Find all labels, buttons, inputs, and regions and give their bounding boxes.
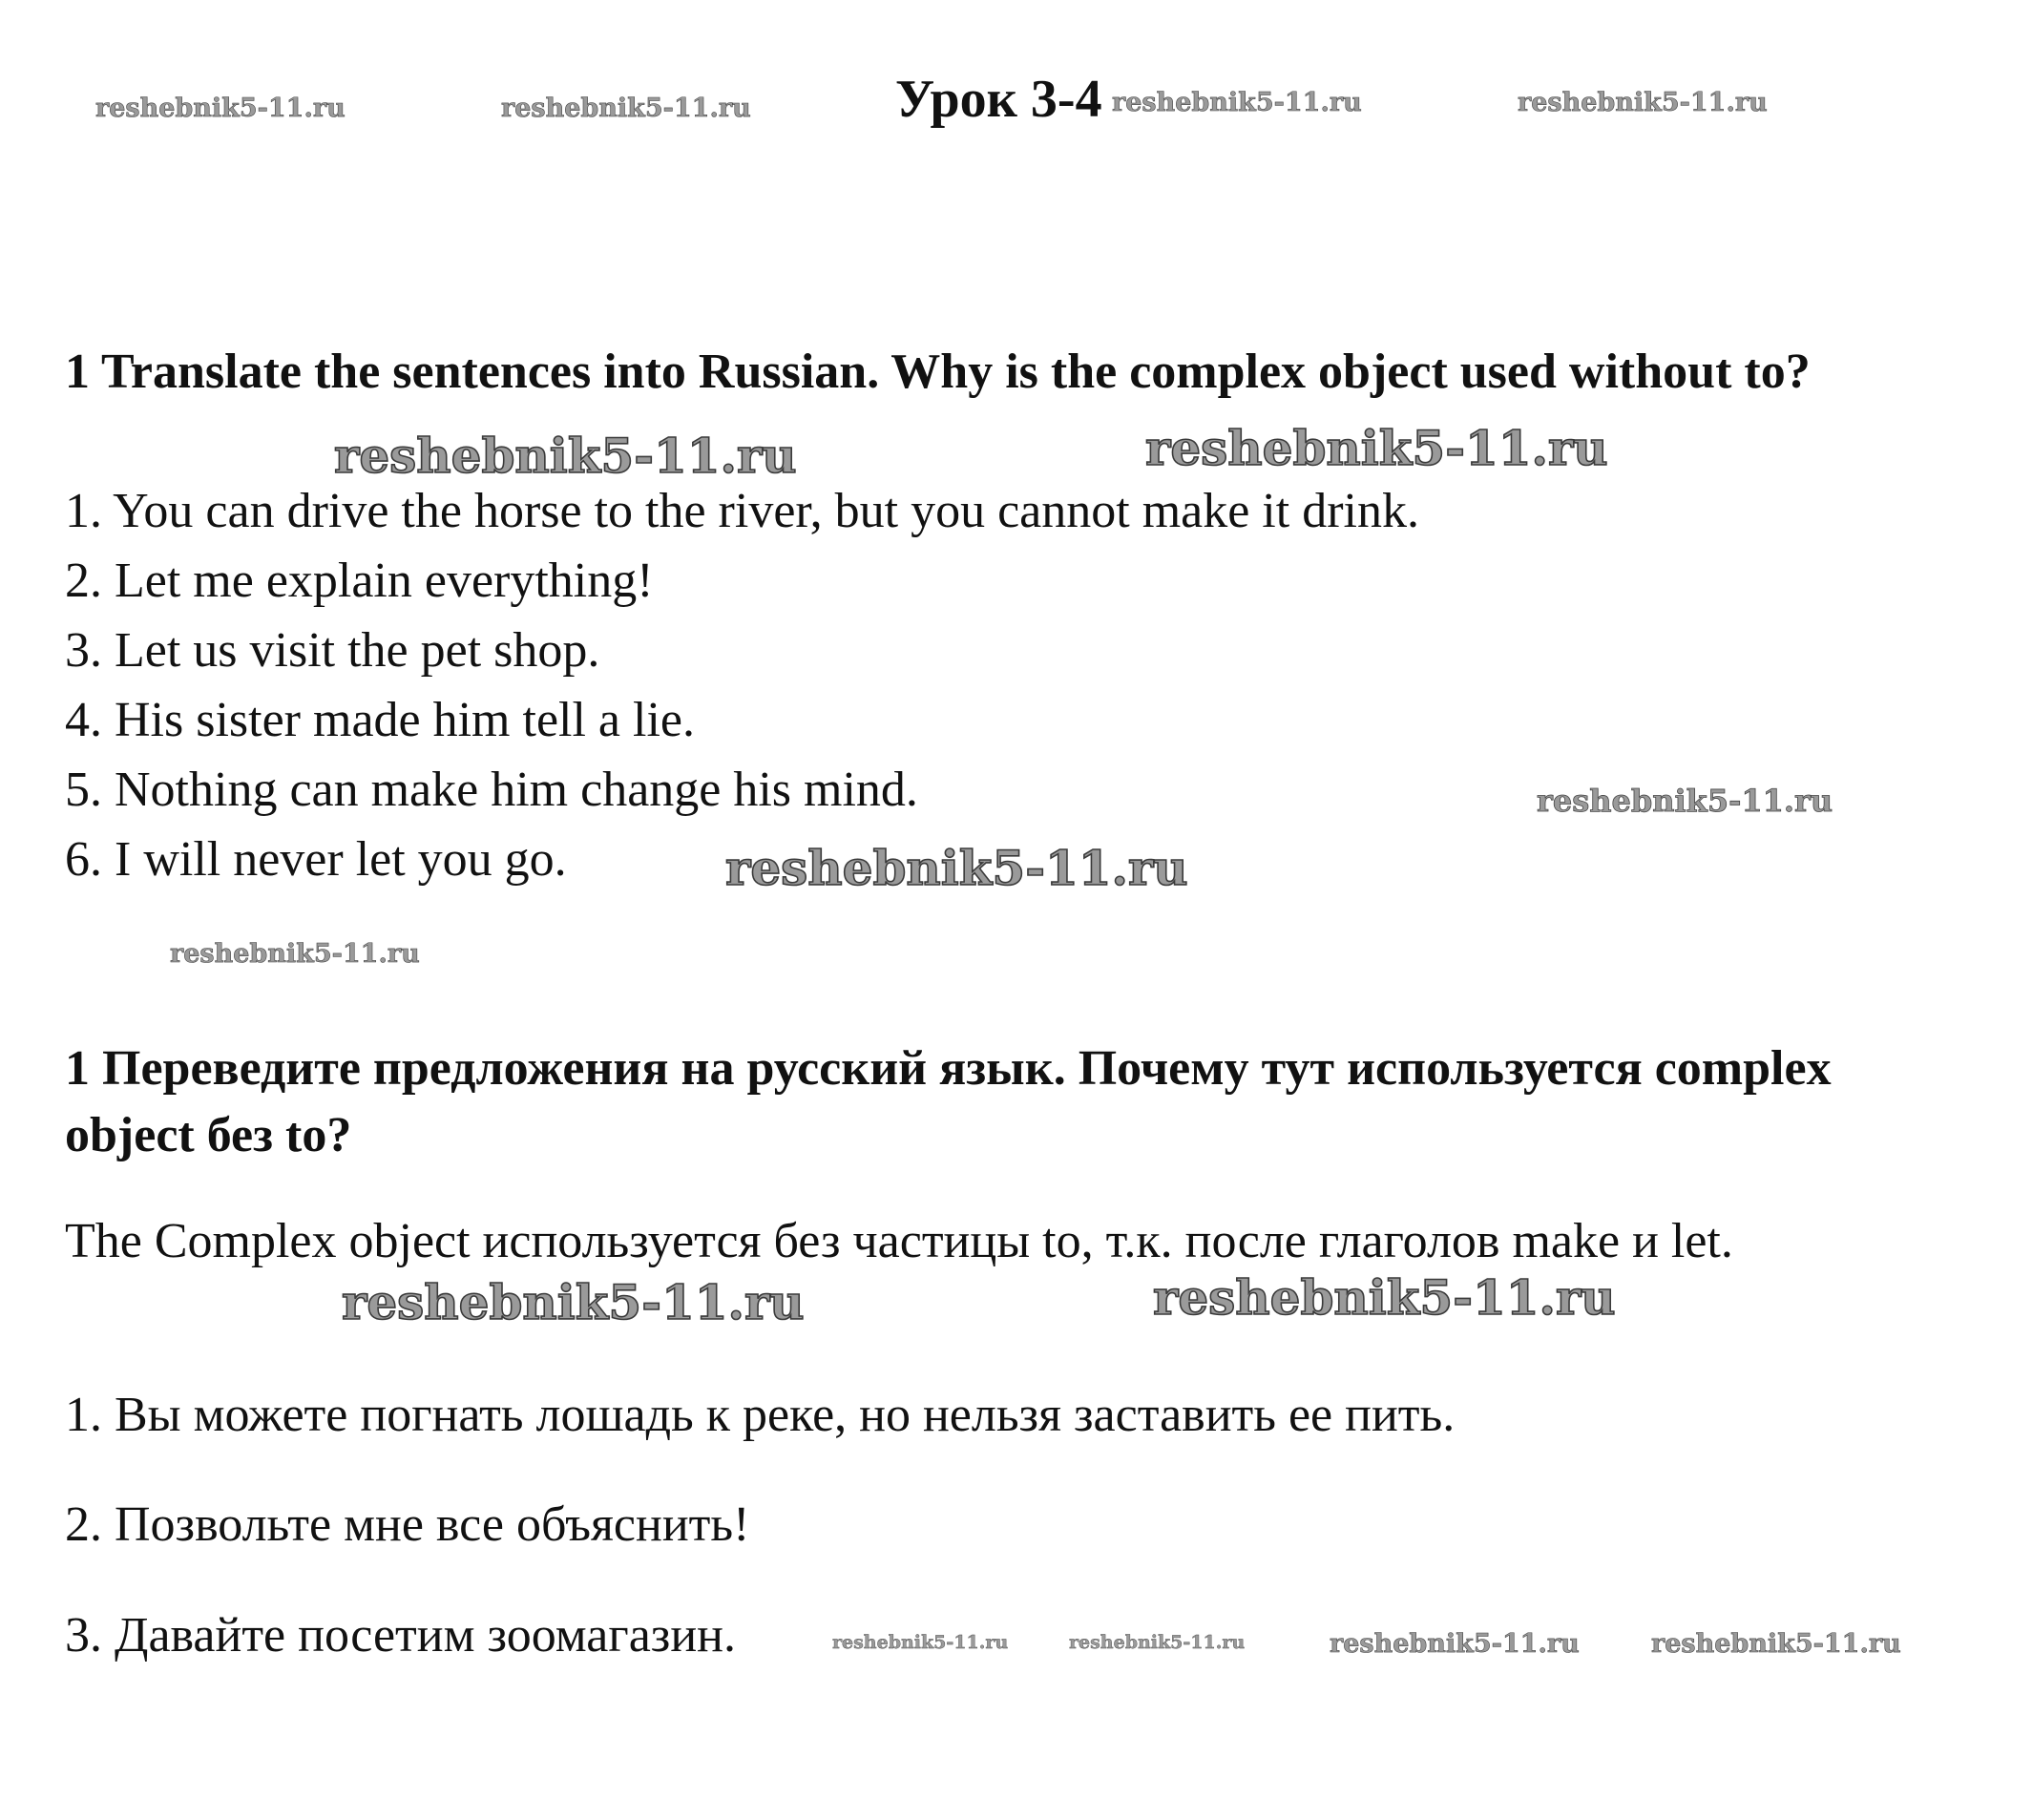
watermark: reshebnik5-11.ru: [1112, 88, 1362, 117]
sentence-3: 3. Let us visit the pet shop.: [65, 623, 600, 678]
sentence-2: 2. Let me explain everything!: [65, 554, 654, 608]
translation-3: 3. Давайте посетим зоомагазин.: [65, 1608, 736, 1663]
watermark: reshebnik5-11.ru: [1537, 783, 1833, 819]
watermark: reshebnik5-11.ru: [342, 1274, 805, 1330]
watermark: reshebnik5-11.ru: [1518, 88, 1768, 117]
watermark: reshebnik5-11.ru: [95, 94, 346, 123]
translation-2: 2. Позвольте мне все объяснить!: [65, 1497, 750, 1552]
task-heading-ru: 1 Переведите предложения на русский язык. Почему тут используется complex object без to?: [65, 1041, 1832, 1162]
watermark: reshebnik5-11.ru: [334, 428, 797, 484]
watermark: reshebnik5-11.ru: [170, 939, 420, 969]
sentence-5: 5. Nothing can make him change his mind.: [65, 763, 918, 817]
translation-1: 1. Вы можете погнать лошадь к реке, но нельзя заставить ее пить.: [65, 1388, 1456, 1442]
watermark: reshebnik5-11.ru: [1651, 1629, 1901, 1659]
page-title: Урок 3-4: [895, 70, 1102, 129]
watermark: reshebnik5-11.ru: [725, 840, 1188, 896]
watermark: reshebnik5-11.ru: [1153, 1269, 1616, 1326]
explanation-text: The Complex object используется без частицы to, т.к. после глаголов make и let.: [65, 1214, 1733, 1268]
watermark: reshebnik5-11.ru: [1069, 1632, 1246, 1653]
task-heading-en: 1 Translate the sentences into Russian. Why is the complex object used without to?: [65, 345, 1811, 399]
watermark: reshebnik5-11.ru: [1145, 420, 1608, 476]
watermark: reshebnik5-11.ru: [1330, 1629, 1580, 1659]
sentence-6: 6. I will never let you go.: [65, 832, 567, 887]
watermark: reshebnik5-11.ru: [832, 1632, 1009, 1653]
sentence-4: 4. His sister made him tell a lie.: [65, 693, 695, 747]
sentence-1: 1. You can drive the horse to the river, but you cannot make it drink.: [65, 484, 1419, 538]
watermark: reshebnik5-11.ru: [501, 94, 751, 123]
